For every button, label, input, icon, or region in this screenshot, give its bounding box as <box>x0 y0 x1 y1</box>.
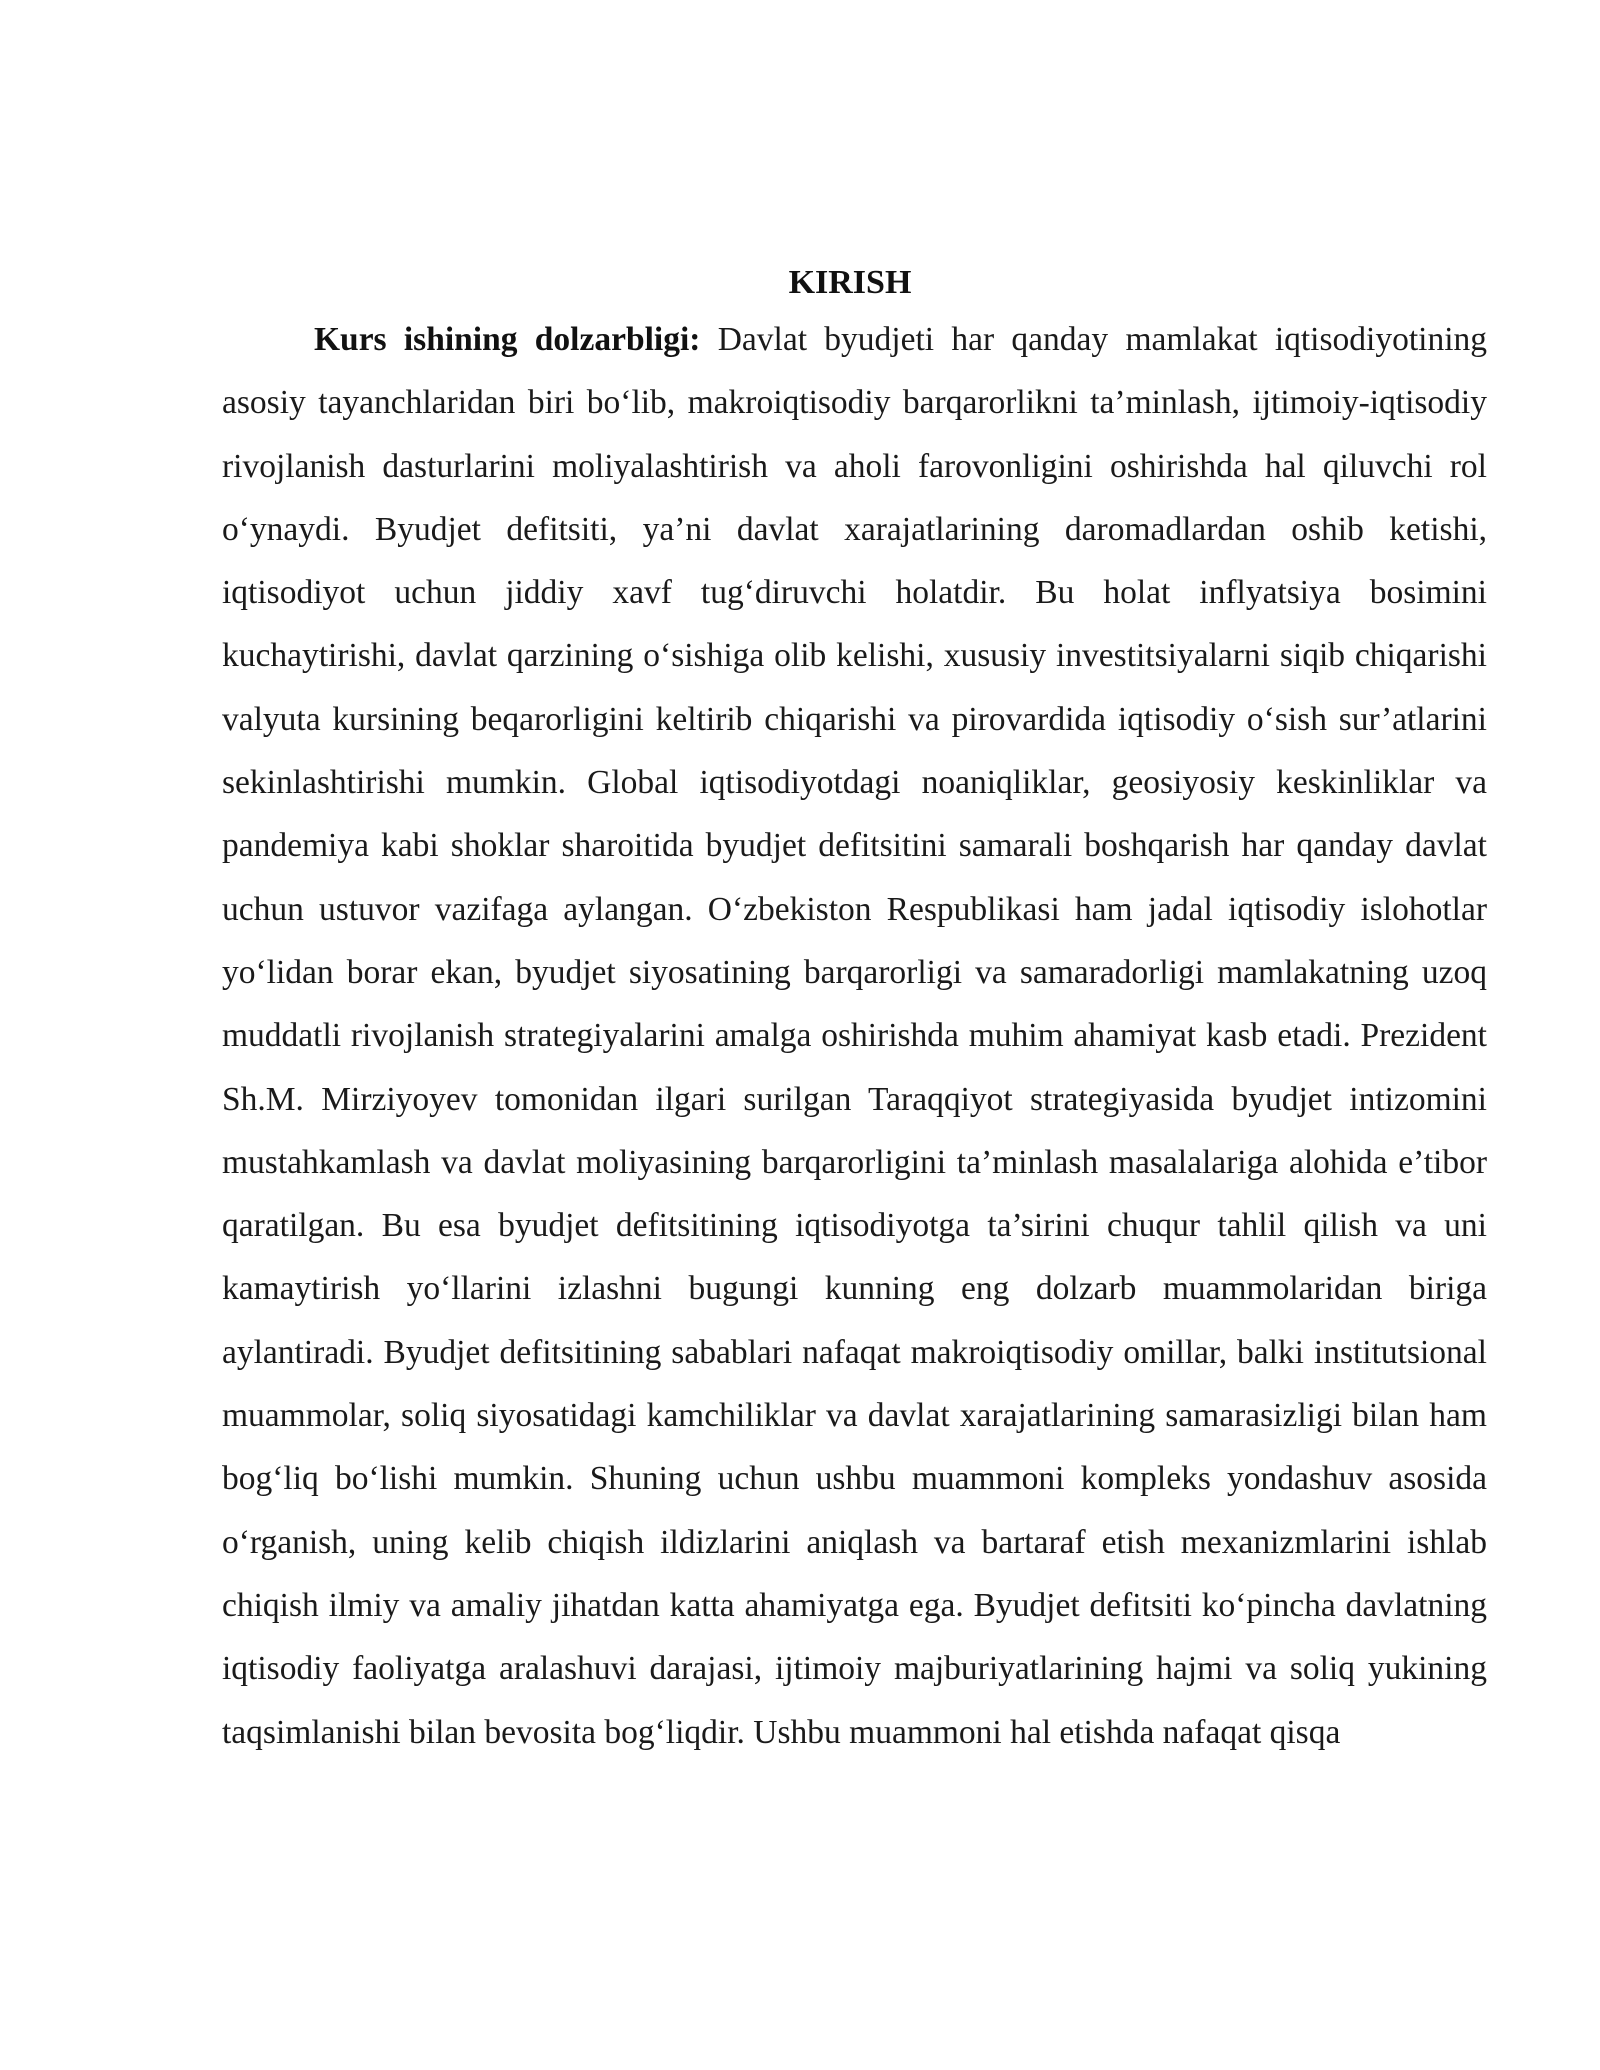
section-heading: KIRISH <box>788 264 912 301</box>
paragraph-text: Davlat byudjeti har qanday mamlakat iqtisodiyotining asosiy tayanchlaridan biri bo‘lib, makroiqtisodiy barqarorlikni ta’minlash, ijtimoiy-iqtisodiy rivojlanish dasturlarini moliyalashtirish va aholi farovonligini oshirishda hal qiluvchi rol o‘ynaydi. Byudjet defitsiti, ya’ni davlat xarajatlarining daromadlardan oshib ketishi, iqtisodiyot uchun jiddiy xavf tug‘diruvchi holatdir. Bu holat inflyatsiya bosimini kuchaytirishi, davlat qarzining o‘sishiga olib kelishi, xususiy investitsiyalarni siqib chiqarishi valyuta kursining beqarorligini keltirib chiqarishi va pirovardida iqtisodiy o‘sish sur’atlarini sekinlashtirishi mumkin. Global iqtisodiyotdagi noaniqliklar, geosiyosiy keskinliklar va pandemiya kabi shoklar sharoitida byudjet defitsitini samarali boshqarish har qanday davlat uchun ustuvor vazifaga aylangan. O‘zbekiston Respublikasi ham jadal iqtisodiy islohotlar yo‘lidan borar ekan, byudjet siyosatining barqarorligi va samaradorligi mamlakatning uzoq muddatli rivojlanish strategiyalarini amalga oshirishda muhim ahamiyat kasb etadi. Prezident Sh.M. Mirziyoyev tomonidan ilgari surilgan Taraqqiyot strategiyasida byudjet intizomini mustahkamlash va davlat moliyasining barqarorligini ta’minlash masalalariga alohida e’tibor qaratilgan. Bu esa byudjet defitsitining iqtisodiyotga ta’sirini chuqur tahlil qilish va uni kamaytirish yo‘llarini izlashni bugungi kunning eng dolzarb muammolaridan biriga aylantiradi. Byudjet defitsitining sabablari nafaqat makroiqtisodiy omillar, balki institutsional muammolar, soliq siyosatidagi kamchiliklar va davlat xarajatlarining samarasizligi bilan ham bog‘liq bo‘lishi mumkin. Shuning uchun ushbu muammoni kompleks yondashuv asosida o‘rganish, uning kelib chiqish ildizlarini aniqlash va bartaraf etish mexanizmlarini ishlab chiqish ilmiy va amaliy jihatdan katta ahamiyatga ega. Byudjet defitsiti ko‘pincha davlatning iqtisodiy faoliyatga aralashuvi darajasi, ijtimoiy majburiyatlarining hajmi va soliq yukining taqsimlanishi bilan bevosita bog‘liqdir. Ushbu muammoni hal etishda nafaqat qisqa <box>222 321 1488 1751</box>
body-paragraph <box>222 308 1487 1764</box>
paragraph-lead: Kurs ishining dolzarbligi: <box>314 321 701 358</box>
